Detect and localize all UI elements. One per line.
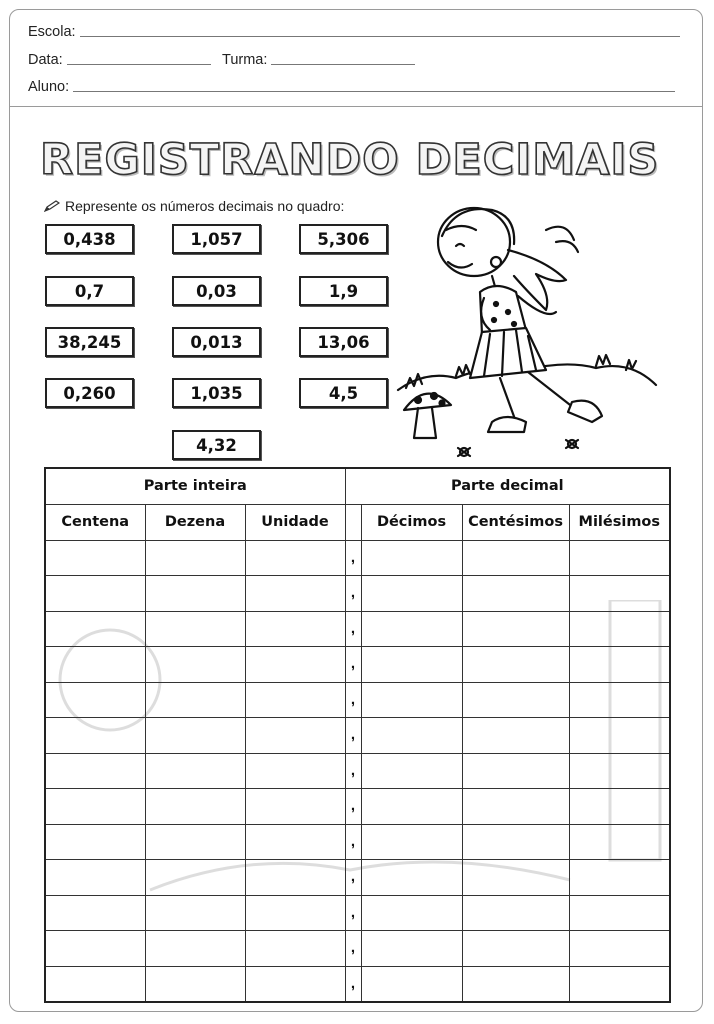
table-row [45,718,670,754]
answer-cell[interactable] [145,860,245,896]
decimal-separator-cell [345,789,361,825]
answer-cell[interactable] [569,860,670,896]
girl-walking-illustration [396,200,660,468]
number-box: 38,245 [45,327,134,357]
decimal-part-header: Parte decimal [345,468,670,504]
number-box: 4,32 [172,430,261,460]
answer-cell[interactable] [361,753,462,789]
answer-cell[interactable] [45,647,145,683]
answer-cell[interactable] [45,718,145,754]
number-box: 0,260 [45,378,134,408]
answer-cell[interactable] [569,540,670,576]
table-body [45,540,670,1002]
table-row [45,647,670,683]
answer-cell[interactable] [569,611,670,647]
aluno-label: Aluno: [28,79,70,95]
answer-cell[interactable] [569,753,670,789]
answer-cell[interactable] [462,966,569,1002]
answer-cell[interactable] [569,789,670,825]
answer-cell[interactable] [361,540,462,576]
number-box: 1,035 [172,378,261,408]
answer-cell[interactable] [462,682,569,718]
answer-cell[interactable] [361,860,462,896]
decimal-comma: , [350,974,356,992]
answer-cell[interactable] [569,718,670,754]
decimal-separator-cell [345,576,361,612]
decimal-separator-cell [345,860,361,896]
answer-cell[interactable] [361,718,462,754]
answer-cell[interactable] [245,824,345,860]
answer-cell[interactable] [361,611,462,647]
answer-cell[interactable] [361,895,462,931]
answer-cell[interactable] [45,682,145,718]
answer-cell[interactable] [145,931,245,967]
decimal-separator-cell [345,931,361,967]
table-row [45,682,670,718]
answer-cell[interactable] [462,860,569,896]
answer-cell[interactable] [569,576,670,612]
table-row [45,576,670,612]
answer-cell[interactable] [462,789,569,825]
answer-cell[interactable] [45,895,145,931]
answer-cell[interactable] [145,682,245,718]
table-row [45,860,670,896]
answer-cell[interactable] [245,789,345,825]
answer-cell[interactable] [462,611,569,647]
answer-cell[interactable] [245,682,345,718]
answer-cell[interactable] [569,931,670,967]
escola-field[interactable] [80,36,680,37]
instruction [44,198,344,214]
decimal-separator-cell [345,718,361,754]
answer-cell[interactable] [245,718,345,754]
answer-cell[interactable] [462,895,569,931]
answer-cell[interactable] [245,966,345,1002]
answer-cell[interactable] [462,753,569,789]
decimal-table [44,467,671,1003]
number-box: 0,013 [172,327,261,357]
decimal-comma: , [350,548,356,566]
aluno-line [28,79,675,95]
answer-cell[interactable] [145,647,245,683]
decimal-comma: , [350,619,356,637]
answer-cell[interactable] [45,611,145,647]
data-label: Data: [28,52,63,68]
answer-cell[interactable] [245,895,345,931]
number-box: 1,057 [172,224,261,254]
answer-cell[interactable] [45,789,145,825]
turma-field[interactable] [271,64,415,65]
decimal-comma: , [350,726,356,744]
answer-cell[interactable] [361,576,462,612]
table-row [45,789,670,825]
answer-cell[interactable] [145,895,245,931]
dezena-header: Dezena [145,504,245,540]
answer-cell[interactable] [145,540,245,576]
decimal-separator-cell [345,540,361,576]
answer-cell[interactable] [462,647,569,683]
number-box: 13,06 [299,327,388,357]
answer-cell[interactable] [462,931,569,967]
table-row [45,611,670,647]
decimal-separator-cell [345,824,361,860]
answer-cell[interactable] [361,966,462,1002]
decimal-comma: , [350,655,356,673]
table-row [45,753,670,789]
decimal-comma: , [350,690,356,708]
number-box: 1,9 [299,276,388,306]
decimos-header: Décimos [361,504,462,540]
number-box: 0,438 [45,224,134,254]
answer-cell[interactable] [145,611,245,647]
answer-cell[interactable] [569,824,670,860]
decimal-separator-cell [345,753,361,789]
answer-cell[interactable] [245,647,345,683]
answer-cell[interactable] [361,931,462,967]
answer-cell[interactable] [245,931,345,967]
centesimos-header: Centésimos [462,504,569,540]
table-row [45,540,670,576]
answer-cell[interactable] [145,576,245,612]
answer-cell[interactable] [462,718,569,754]
milesimos-header: Milésimos [569,504,670,540]
number-box: 0,03 [172,276,261,306]
decimal-comma: , [350,868,356,886]
decimal-separator-cell [345,966,361,1002]
decimal-separator-cell [345,682,361,718]
data-line [28,52,211,68]
answer-cell[interactable] [145,824,245,860]
number-box: 4,5 [299,378,388,408]
title-text: REGISTRANDO DECIMAIS [40,135,660,185]
answer-cell[interactable] [361,647,462,683]
turma-line [222,52,415,68]
answer-cell[interactable] [45,824,145,860]
table-row [45,931,670,967]
number-box: 0,7 [45,276,134,306]
answer-cell[interactable] [45,966,145,1002]
answer-cell[interactable] [45,753,145,789]
answer-cell[interactable] [145,718,245,754]
answer-cell[interactable] [245,611,345,647]
integer-part-header: Parte inteira [45,468,345,504]
answer-cell[interactable] [462,576,569,612]
number-box: 5,306 [299,224,388,254]
answer-cell[interactable] [145,753,245,789]
table-row [45,966,670,1002]
decimal-comma: , [350,761,356,779]
turma-label: Turma: [222,52,268,68]
decimal-separator-cell [345,895,361,931]
table-row [45,824,670,860]
answer-cell[interactable] [462,540,569,576]
answer-cell[interactable] [45,860,145,896]
answer-cell[interactable] [245,860,345,896]
answer-cell[interactable] [569,895,670,931]
decimal-comma: , [350,832,356,850]
decimal-comma: , [350,903,356,921]
decimal-comma: , [350,939,356,957]
answer-cell[interactable] [361,682,462,718]
aluno-field[interactable] [73,91,675,92]
answer-cell[interactable] [361,824,462,860]
answer-cell[interactable] [245,753,345,789]
decimal-separator-cell [345,611,361,647]
pencil-icon [44,200,60,212]
data-field[interactable] [67,64,211,65]
header-box [10,10,702,107]
worksheet-title [40,135,660,195]
answer-cell[interactable] [245,576,345,612]
answer-cell[interactable] [245,540,345,576]
centena-header: Centena [45,504,145,540]
table-row [45,895,670,931]
answer-cell[interactable] [45,540,145,576]
answer-cell[interactable] [462,824,569,860]
decimal-comma: , [350,584,356,602]
place-value-table [44,467,673,1002]
instruction-text: Represente os números decimais no quadro: [65,198,345,214]
answer-cell[interactable] [569,647,670,683]
separator-header [345,504,361,540]
answer-cell[interactable] [45,576,145,612]
answer-cell[interactable] [569,682,670,718]
unidade-header: Unidade [245,504,345,540]
answer-cell[interactable] [45,931,145,967]
answer-cell[interactable] [145,966,245,1002]
escola-line [28,24,684,40]
decimal-separator-cell [345,647,361,683]
answer-cell[interactable] [569,966,670,1002]
answer-cell[interactable] [145,789,245,825]
answer-cell[interactable] [361,789,462,825]
decimal-comma: , [350,797,356,815]
escola-label: Escola: [28,24,76,40]
